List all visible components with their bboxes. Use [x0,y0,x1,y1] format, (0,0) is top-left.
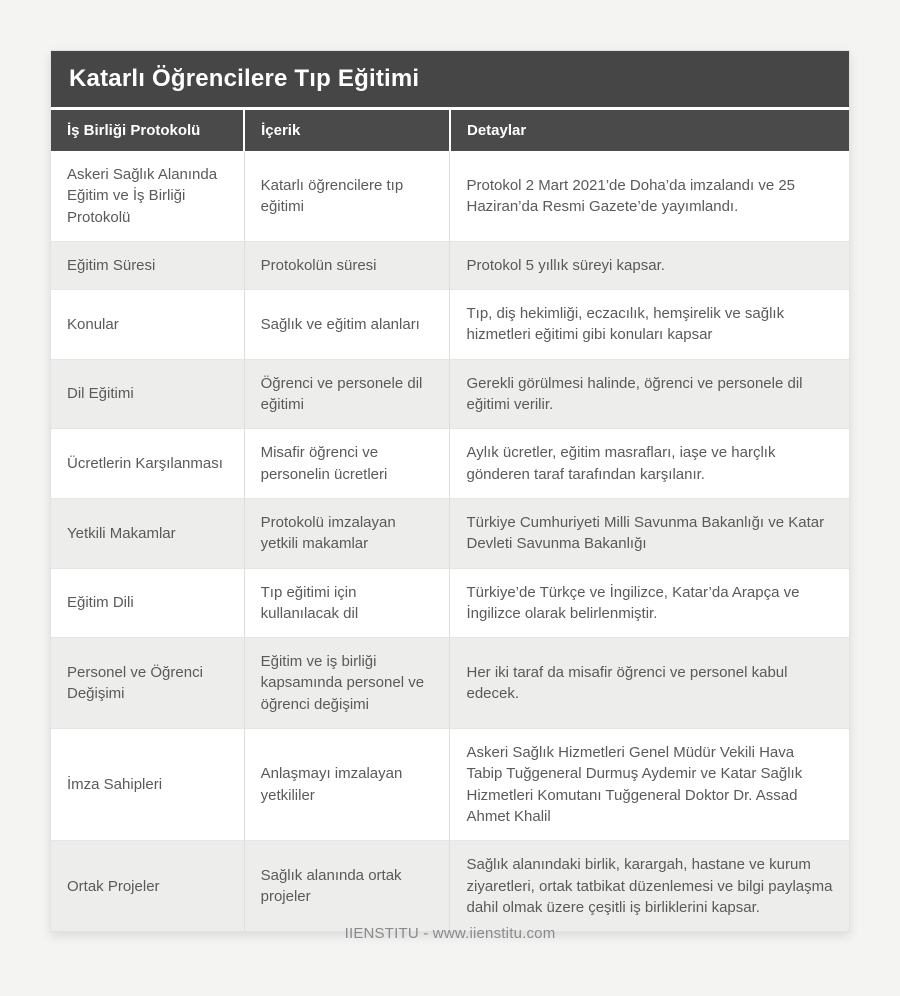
cell-protocol: İmza Sahipleri [51,729,244,841]
cell-protocol: Ortak Projeler [51,841,244,931]
table-body [51,151,849,931]
cell-details: Türkiye Cumhuriyeti Milli Savunma Bakanlığı ve Katar Devleti Savunma Bakanlığı [450,498,849,568]
column-header-content: İçerik [244,110,450,151]
cell-content: Protokolü imzalayan yetkili makamlar [244,498,450,568]
cell-content: Protokolün süresi [244,241,450,289]
cell-details: Protokol 2 Mart 2021’de Doha’da imzalandı ve 25 Haziran’da Resmi Gazete’de yayımlandı. [466,176,796,215]
column-header-protocol: İş Birliği Protokolü [51,110,244,151]
table-header-row [51,110,849,151]
table-row [51,359,849,429]
cell-details: Tıp, diş hekimliği, eczacılık, hemşirelik ve sağlık hizmetleri eğitimi gibi konuları kapsar [450,290,849,360]
cell-content: Öğrenci ve personele dil eğitimi [244,359,450,429]
cell-details: Türkiye’de Türkçe ve İngilizce, Katar’da Arapça ve İngilizce olarak belirlenmiştir. [450,568,849,638]
cell-details: Protokol 5 yıllık süreyi kapsar. [450,241,849,289]
cell-protocol: Konular [51,290,244,360]
table-row [51,638,849,729]
table-row [51,429,849,499]
cell-protocol: Yetkili Makamlar [51,498,244,568]
protocol-table-card [50,50,850,932]
table-row [51,290,849,360]
cell-content: Sağlık alanında ortak projeler [244,841,450,931]
cell-content: Anlaşmayı imzalayan yetkililer [244,729,450,841]
cell-content: Eğitim ve iş birliği kapsamında personel ve öğrenci değişimi [244,638,450,729]
page-title: Katarlı Öğrencilere Tıp Eğitimi [51,51,849,110]
cell-content: Sağlık ve eğitim alanları [244,290,450,360]
cell-protocol: Askeri Sağlık Alanında Eğitim ve İş Birliği Protokolü [51,151,244,241]
protocol-table [51,110,849,931]
cell-details: Aylık ücretler, eğitim masrafları, iaşe ve harçlık gönderen taraf tarafından karşılanır. [450,429,849,499]
footer-branding: IIENSTITU - www.iienstitu.com [344,925,556,942]
cell-details: Gerekli görülmesi halinde, öğrenci ve personele dil eğitimi verilir. [450,359,849,429]
table-row [51,568,849,638]
cell-details: Sağlık alanındaki birlik, karargah, hastane ve kurum ziyaretleri, ortak tatbikat düzenlemesi ve bilgi paylaşma dahil olmak üzere çeşitli iş birliklerini kapsar. [450,841,849,931]
cell-protocol: Eğitim Dili [51,568,244,638]
cell-details: Askeri Sağlık Hizmetleri Genel Müdür Vekili Hava Tabip Tuğgeneral Durmuş Aydemir ve Katar Sağlık Hizmetleri Komutanı Tuğgeneral Doktor Dr. Assad Ahmet Khalil [450,729,849,841]
cell-protocol: Ücretlerin Karşılanması [51,429,244,499]
column-header-details: Detaylar [450,110,849,151]
table-row [51,151,849,241]
cell-protocol: Personel ve Öğrenci Değişimi [51,638,244,729]
cell-details: Her iki taraf da misafir öğrenci ve personel kabul edecek. [450,638,849,729]
cell-protocol: Eğitim Süresi [51,241,244,289]
table-row [51,241,849,289]
cell-content: Tıp eğitimi için kullanılacak dil [244,568,450,638]
table-row [51,729,849,841]
cell-content: Katarlı öğrencilere tıp eğitimi [244,151,450,241]
table-row [51,841,849,931]
cell-protocol: Dil Eğitimi [51,359,244,429]
table-row [51,498,849,568]
cell-content: Misafir öğrenci ve personelin ücretleri [244,429,450,499]
